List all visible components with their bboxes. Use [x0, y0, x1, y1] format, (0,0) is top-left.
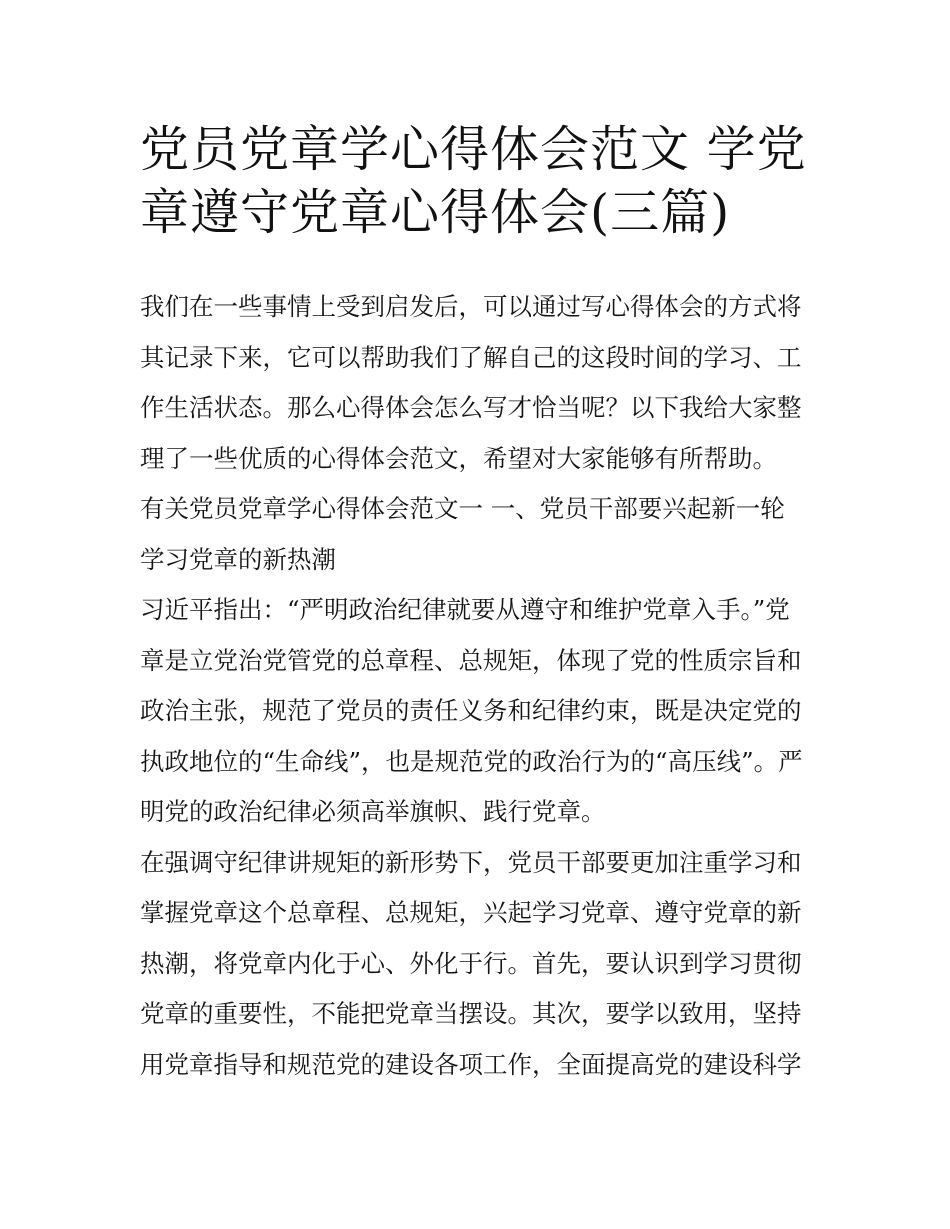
text-line: 作生活状态。那么心得体会怎么写才恰当呢？以下我给大家整	[140, 393, 802, 422]
paragraph-discipline	[140, 838, 820, 1091]
paragraph-heading-one	[140, 484, 820, 585]
text-line: 习近平指出：“严明政治纪律就要从遵守和维护党章入手。”党	[140, 595, 790, 624]
text-line: 有关党员党章学心得体会范文一 一、党员干部要兴起新一轮	[140, 494, 785, 523]
text-line: 我们在一些事情上受到启发后，可以通过写心得体会的方式将	[140, 292, 802, 321]
title-line: 章遵守党章心得体会(三篇)	[140, 184, 731, 241]
text-line: 学习党章的新热潮	[140, 544, 336, 574]
text-line: 热潮，将党章内化于心、外化于行。首先，要认识到学习贯彻	[140, 948, 802, 978]
text-line: 其记录下来，它可以帮助我们了解自己的这段时间的学习、工	[140, 342, 802, 372]
paragraph-quote	[140, 585, 820, 838]
paragraph-intro	[140, 282, 820, 484]
document-title	[140, 118, 820, 244]
text-line: 用党章指导和规范党的建设各项工作，全面提高党的建设科学	[140, 1049, 802, 1079]
text-line: 章是立党治党管党的总章程、总规矩，体现了党的性质宗旨和	[140, 645, 802, 675]
text-line: 在强调守纪律讲规矩的新形势下，党员干部要更加注重学习和	[140, 847, 802, 877]
text-line: 执政地位的“生命线”，也是规范党的政治行为的“高压线”。严	[140, 746, 803, 776]
text-line: 明党的政治纪律必须高举旗帜、践行党章。	[140, 797, 606, 826]
title-line: 党员党章学心得体会范文 学党	[140, 121, 807, 178]
document-body	[140, 282, 820, 1090]
text-line: 政治主张，规范了党员的责任义务和纪律约束，既是决定党的	[140, 696, 802, 725]
text-line: 掌握党章这个总章程、总规矩，兴起学习党章、遵守党章的新	[140, 898, 802, 927]
text-line: 党章的重要性，不能把党章当摆设。其次，要学以致用，坚持	[140, 999, 802, 1028]
text-line: 理了一些优质的心得体会范文，希望对大家能够有所帮助。	[140, 443, 777, 473]
